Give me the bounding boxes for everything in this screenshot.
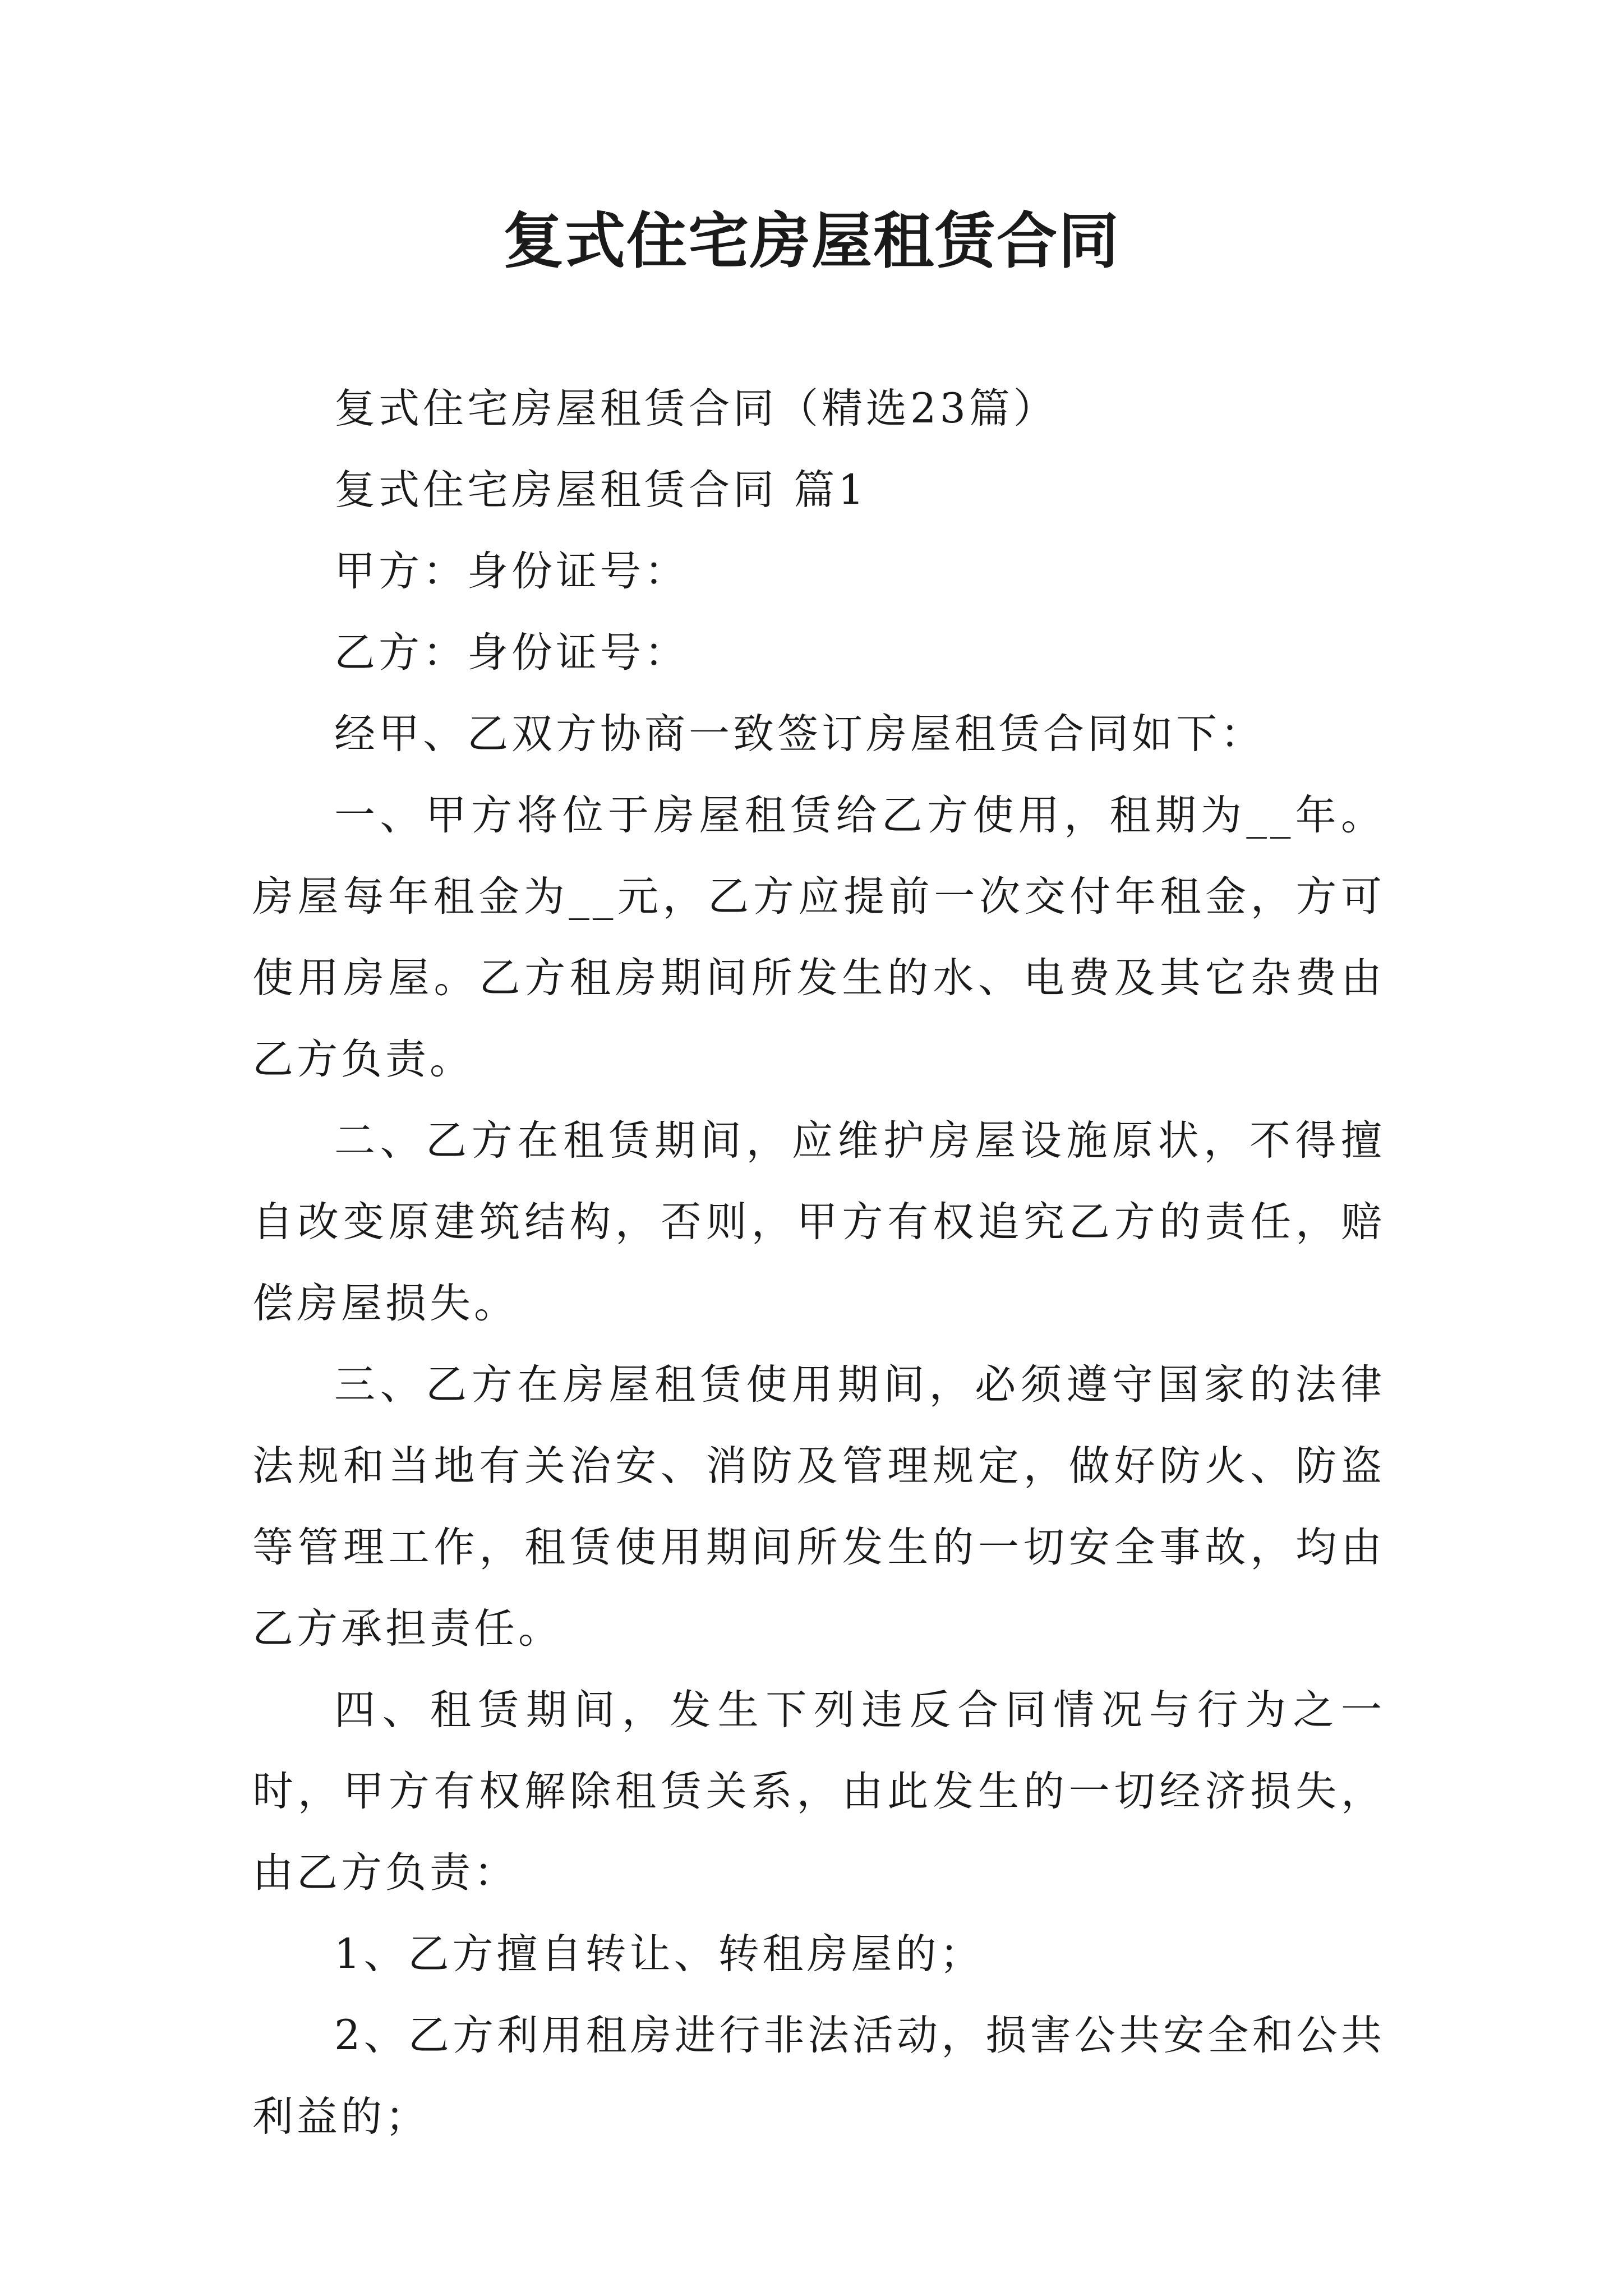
document-title: 复式住宅房屋租赁合同 bbox=[502, 206, 1120, 277]
paragraph-item-2: 2、乙方利用租房进行非法活动，损害公共安全和公共利益的； bbox=[252, 2012, 1385, 2141]
paragraph-party-b: 乙方：身份证号： bbox=[334, 629, 689, 677]
paragraph-agreement-intro: 经甲、乙双方协商一致签订房屋租赁合同如下： bbox=[334, 710, 1265, 758]
paragraph-section-heading: 复式住宅房屋租赁合同 篇1 bbox=[334, 466, 868, 514]
paragraph-clause-4: 四、租赁期间，发生下列违反合同情况与行为之一时，甲方有权解除租赁关系，由此发生的一切经济损失，由乙方负责： bbox=[252, 1686, 1385, 1897]
paragraph-clause-1: 一、甲方将位于房屋租赁给乙方使用，租期为__年。房屋每年租金为__元，乙方应提前一次交付年租金，方可使用房屋。乙方租房期间所发生的水、电费及其它杂费由乙方负责。 bbox=[252, 792, 1385, 1083]
paragraph-clause-3: 三、乙方在房屋租赁使用期间，必须遵守国家的法律法规和当地有关治安、消防及管理规定，做好防火、防盗等管理工作，租赁使用期间所发生的一切安全事故，均由乙方承担责任。 bbox=[252, 1361, 1385, 1653]
paragraph-party-a: 甲方：身份证号： bbox=[334, 547, 689, 595]
paragraph-item-1: 1、乙方擅自转让、转租房屋的； bbox=[334, 1930, 984, 1978]
paragraph-subtitle: 复式住宅房屋租赁合同（精选23篇） bbox=[334, 385, 1058, 432]
paragraph-clause-2: 二、乙方在租赁期间，应维护房屋设施原状，不得擅自改变原建筑结构，否则，甲方有权追究乙方的责任，赔偿房屋损失。 bbox=[252, 1117, 1385, 1327]
document-body bbox=[252, 368, 1385, 2157]
